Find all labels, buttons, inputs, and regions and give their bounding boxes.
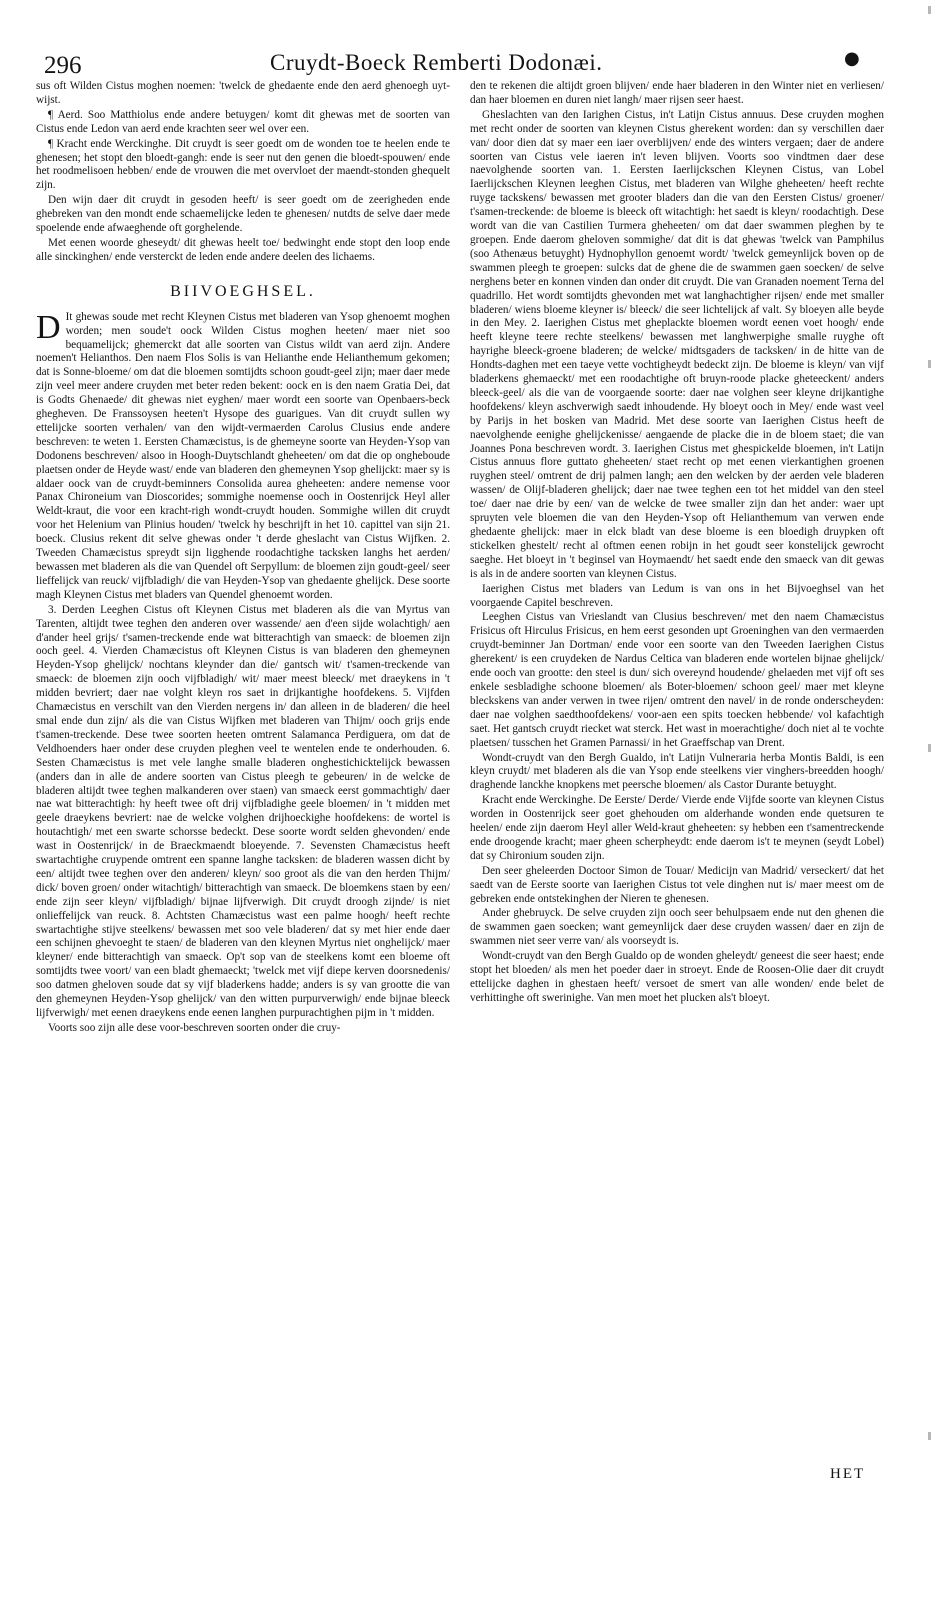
paragraph: ¶ Kracht ende Werckinghe. Dit cruydt is seer goedt om de wonden toe te heelen ende te ghenesen; het stopt den bloedt-gangh: ende is seer nut den genen die bloedt-spouwen/ ende het roodmelisoen hebben/ ende de vrouwen die met overvloet der maendt-stonden ghequelt zijn. [36, 137, 450, 192]
page-edge-marks [928, 0, 938, 1597]
paragraph: Wondt-cruydt van den Bergh Gualdo, in't Latijn Vulneraria herba Montis Baldi, is een kleyn cruydt/ met bladeren als die van Ysop ende steelkens vier vinghers-breedden hoogh/ draghende lanckhe knopkens met peersche bloemen/ als Castor Durante betuyght. [470, 751, 884, 792]
catchword: HET [830, 1466, 866, 1482]
right-column [470, 80, 884, 1007]
paragraph: sus oft Wilden Cistus moghen noemen: 'twelck de ghedaente ende den aerd ghenoegh uyt-wijst. [36, 80, 450, 106]
paragraph: Met eenen woorde gheseydt/ dit ghewas heelt toe/ bedwinght ende stopt den loop ende alle sinckinghen/ ende versterckt de leden ende andere deelen des lichaems. [36, 236, 450, 263]
paragraph: ¶ Aerd. Soo Matthiolus ende andere betuygen/ komt dit ghewas met de soorten van Cistus ende Ledon van aerd ende krachten seer wel over een. [36, 108, 450, 135]
running-title: Cruydt-Boeck Remberti Dodonæi. [270, 50, 603, 75]
paragraph: Leeghen Cistus van Vrieslandt van Clusius beschreven/ met den naem Chamæcistus Frisicus oft Hirculus Frisicus, en hem eerst gesonden upt Groeninghen van den vermaerden cruydt-beminner Jan Dortman/ ende voor een soorte van den Tweeden Iaerighen Cistus gherekent/ is een cruydeken de Nardus Celtica van bladeren ende wortelen bijnae ghelijck/ ende ooch van grootte: den steel is dun/ sich overeynd houdende/ ghelaeden met vijf oft ses enkele sesbladighe schoone bloemen/ als Boter-bloemen/ schoon geel/ maer met kleyne bleckskens van ander verwen in twee rijen/ omtrent den navel/ in de ronde onderscheyden: daer nae volghen saedthoofdekens/ voor-aen een spits toecken hebbende/ vol kafachtigh saet. Het gantsch cruydt riecket wat sterck. Het wast in moerachtighe/ doch niet al te vochte plaetsen/ tusschen het Gramen Parnassi/ in het Graeffschap van Drent. [470, 611, 884, 749]
paragraph: Iaerighen Cistus met bladers van Ledum is van ons in het Bijvoeghsel van het voorgaende Capitel beschreven. [470, 582, 884, 609]
edge-mark [928, 6, 931, 14]
edge-mark [928, 360, 931, 368]
paragraph: Den wijn daer dit cruydt in gesoden heeft/ is seer goedt om de zeerigheden ende ghebreken van den mondt ende schaemelijcke leden te ghenesen/ nutdts de selve daer mede spoelende ende afwaeghende oft gorghelende. [36, 194, 450, 235]
paragraph: Voorts soo zijn alle dese voor-beschreven soorten onder die cruy- [48, 1021, 341, 1034]
page-header [38, 44, 918, 84]
paragraph: den te rekenen die altijdt groen blijven/ ende haer bladeren in den Winter niet en verliesen/ dan haer bloemen en duren niet langh/ maer rijsen seer haest. [470, 80, 884, 106]
paragraph [36, 308, 450, 603]
paragraph: Den seer gheleerden Doctoor Simon de Touar/ Medicijn van Madrid/ verseckert/ dat het saedt van de Eerste soorte van Iaerighen Cistus tot vele dinghen nut is/ maer meest om de gebreken ende ontstekinghen der Nieren te ghenesen. [470, 864, 884, 905]
edge-mark [928, 744, 931, 752]
drop-cap: D [36, 308, 61, 346]
paragraph-text: It ghewas soude met recht Kleynen Cistus met bladeren van Ysop ghenoemt moghen worden; men soude't oock Wilden Cistus moghen heeten/ maer niet soo bequamelijck; ghemerckt dat alle soorten van Cistus wildt van aerd zijn. Andere noemen't Helianthos. Den naem Flos Solis is van Helianthe ende Helianthemum gekomen; dat is Sonne-bloeme/ om dat die bloemen somtijdts schoon goudt-geel zijn; maer daer mede zijn veel meer andere cruyden met beter reden bekent: oock en is den naem Gratia Dei, dat is Godts Ghenaede/ dit ghewas niet eyghen/ maer wordt een soorte van Openbaers-beck ghegheven. De Franssoysen heeten't Hysope des guarigues. Van dit cruydt sullen wy ettelijcke soorten verhalen/ van den wijdt-vermaerden Carolus Clusius ende andere beschreven: te weten 1. Eersten Chamæcistus, is de ghemeyne soorte van Heyden-Ysop van Dodonens beschreven/ alsoo in Hoogh-Duytschlandt gheheeten/ om dat die op ongheboude plaetsen onder de Heyde wast/ ende van bladeren den ghemeynen Ysop ghelijckt: maer sy is aldaer oock van de cruydt-beminners Consolida aurea gheheeten: andere nemense voor Panax Chironeium van Dioscorides; sommighe noemense ooch in Oostenrijck Heyl aller Weldt-kraut, die voor een kracht-righ wondt-cruydt houden. Sommighe willen dit cruydt voor het Helenium van Plinius houden/ 'twelck hy beschrijft in het 10. capittel van sijn 21. boeck. Clusius rekent dit selve ghewas onder 't derde gheslacht van Cistus Wijfken. 2. Tweeden Chamæcistus spreydt sijn ligghende roodachtighe tacksken langhs het aerden/ bewassen met bladeren als die van Quendel oft Serpyllum: de bloemen zijn goudt-geel/ seer lieffelijck van reuck/ vijfbladigh/ die van Heyden-Ysop van ghedaente ghelijck. Dese soorte magh Kleynen Cistus met bladers van Quendel ghenoemt worden. [36, 310, 450, 601]
left-column [36, 80, 450, 1037]
paragraph: Gheslachten van den Iarighen Cistus, in't Latijn Cistus annuus. Dese cruyden moghen met recht onder de soorten van kleynen Cistus gherekent worden: dan sy verschillen daer van/ door dien dat sy maer een iaer overblijven/ ende des winters vergaen; daer de andere soorten van Cistus vele iaeren in't leven blijven. Voorts soo vindtmen daer dese naevolghende soorten van. 1. Eersten Iaerlijckschen Kleynen Cistus, van Lobel Iaerlijckschen Kleynen leeghen Cistus, met bladeren van Wilghe gheheeten/ heeft rechte ruyge tackskens/ bewassen met grooter bladers dan die van den Eersten Cistus/ groener/ t'samen-treckende: de bloeme is bleeck oft witachtigh: het saedt is kleyn/ roodachtigh. Dese wordt van die van Castilien Turmera gheheeten/ om dat daer swammen pleghen by te groepen. Ende daerom gheloven sommighe/ dat dit is dat ghewas 'twelck van Pamphilus (soo Athenæus betuyght) Hydnophyllon genoemt wordt/ 'twelck gemeynlijck boven op de swammen pleegh te groepen: sulcks dat de ghene die de swammen gaen soecken/ de selve nerghens beter en konnen vinden dan onder dit cruydt. Die van Granaden noement Terna del quadrillo. Het wordt somtijdts ghevonden met wat langhachtigher rijsen/ ende met smaller bladeren/ wiens bloeme kleyner is/ bleeck/ die seer lichtelijck af valt. Sy bloeyen alle beyde in den Mey. 2. Iaerighen Cistus met gheplackte bloemen wordt eenen voet hoogh/ ende heeft kleyne teere rechte steelkens/ bewassen met langhwerpighe smalle ruyghe oft hayrighe bleeck-groene bladeren; de welcke/ midtsgaders de tacksken/ in de hitte van de Hondts-daghen met een taeye vette vochtigheydt bedeckt zijn. De bloeme is kleyn/ van vijf bladerkens ghemaeckt/ met een roodachtighe oft bruyn-roode placke gheteeckent/ anders bleeck-geel/ als die van de voorgaende soorte: daer nae volghen seer kleyne drijkantighe hoofdekens/ kleyn aschverwigh saedt inhoudende. Hy bloeyt ooch in Mey/ ende wast veel by Parijs in het bosken van Madrid. Met dese soorte van Iaerighen Cistus heeft de naevolghende eenighe ghelijckenisse/ aengaende de placke die in de bloem staet; die van Joannes Pona beschreven wordt. 3. Iaerighen Cistus met ghespickelde bloemen, in't Latijn Cistus annuus flore guttato gheheeten/ staet recht op met eenen vierkantighen groenen ruyghen steel/ omtrent de drij palmen langh; aen den welcken by der aerden vele bladeren wassen/ de Olijf-bladeren ghelijck; daer nae twee teghen een tot het middel van den steel toe/ daer nae drie by een/ van de welcke de twee smaller zijn dan het ander: waer upt spruyten vele bloemen die van den Heyden-Ysop oft Helianthemum van verwen ende ghedaente ghelijck: maer in elck bladt van dese bloeme is een bloedigh druypken oft stickelken ghestelt/ recht al oftmen eenen robijn in het goudt seer konstelijck gewrocht saeghe. Het bloeyt in 't beginsel van Hoymaendt/ het saedt ende den smaeck van dit gewas is als in de andere soorten van kleynen Cistus. [470, 108, 884, 580]
section-heading: BIIVOEGHSEL. [170, 282, 316, 300]
page-number: 296 [44, 52, 82, 79]
paragraph: Kracht ende Werckinghe. De Eerste/ Derde/ Vierde ende Vijfde soorte van kleynen Cistus worden in Oostenrijck seer goet ghehouden om alderhande wonden ende quetsuren te heelen/ ende zijn daerom Heyl aller Weld-kraut gheheeten: sy hebben een t'samentreckende ende droogende kracht; maer gheen scherpheydt: ende daerom is't te meynen (seydt Lobel) dat sy Chironium souden zijn. [470, 794, 884, 862]
edge-mark [928, 1432, 931, 1440]
paragraph: 3. Derden Leeghen Cistus oft Kleynen Cistus met bladeren als die van Myrtus van Tarenten, altijdt twee teghen den anderen over wassende/ aen d'een sijde wolachtigh/ aen d'ander heel grijs/ t'samen-treckende ende wat bitterachtigh van smaeck: de bloemen zijn ooch geel. 4. Vierden Chamæcistus oft Kleynen Cistus is van bladeren den ghemeynen Heyden-Ysop ghelijck/ nochtans kleynder dan die/ gantsch wit/ t'samen-treckende van smaeck: de bloemen zijn ooch vijfbladigh/ wit/ maer meest bleeck/ met draeykens in 't midden bevriert; daer nae volght kleyn ros saet in drijkantighe hoofdekens. 5. Vijfden Chamæcistus en verschilt van den Vierden nergens in/ dan alleen in de bladeren/ die heel smal ende dun zijn/ als die van Cistus Wijfken met bladeren van Thijm/ ooch grijs ende t'samen-treckende. Dese twee soorten heeten omtrent Salamanca Perdiguera, om dat de Veldhoenders haer onder dese cruyden pleghen veel te wentelen ende te onderhouden. 6. Sesten Chamæcistus is met vele langhe smalle bladeren onghestichicktelijck bewassen (anders dan in alle de andere soorten van Cistus pleegh te gebeuren/ in de welcke de bladeren altijdt twee teghen malkanderen over staen) van smaeck eerst gommachtigh/ daer nae wat bitterachtigh: hy heeft twee oft drij vijfbladighe geele bloemen/ in 't midden met geele draeykens bevriert: nae de welcke volghen drijhoeckighe hoofdekens: de wortel is houtachtigh/ met een swarte schorsse bedeckt. Dese soorte wordt selden ghevonden/ ende wast in Oostenrijck/ in de Braeckmaendt bloeyende. 7. Sevensten Chamæcistus heeft swartachtighe cruypende omtrent een spanne langhe tacksken: de bladeren wassen dicht by een/ altijdt twee teghen over den anderen/ kleyn/ soo groot als die van den herden Thijm/ dick/ boven groen/ onder witachtigh/ bitterachtigh van smaeck. De bloemkens staen by een/ ende zijn seer kleyn/ vijfbladigh/ bijnae lijfverwigh. Dit cruydt droogh zijnde/ is niet onlieffelijck van reuck. 8. Achtsten Chamæcistus wast een palme hoogh/ heeft rechte swartachtighe stijve steelkens/ bewassen met soo vele bladeren/ dat sy met hier ende daer een schijnen ghevoeght te staen/ de bladeren van den kleynen Myrtus niet onghelijck/ maer kleyner/ ende bitterachtigh van smaeck. Op't sop van de steelkens komt een bloeme oft somtijdts twee voort/ van een bladt ghemaeckt; 'twelck met vijf diepe kerven doorsnedenis/ soo datmen gheloven soude dat sy vijf bladerkens hadde; anders is sy van grootte die van den ghemeynen Heyden-Ysop ghelijck/ van den witten purpurverwigh/ ende bijnae bleeck lijfverwigh/ met eenen draeykens ende eenen langhen purpurachtighen pijm in 't midden. [36, 603, 450, 1019]
paragraph: Ander ghebruyck. De selve cruyden zijn ooch seer behulpsaem ende nut den ghenen die de swammen gaen soecken; want gemeynlijck daer dese cruyden wassen/ daer en zijn de swammen niet seer verre van/ als voorseydt is. [470, 907, 884, 948]
ornament-dot: ● [844, 48, 860, 69]
paragraph: Wondt-cruydt van den Bergh Gualdo op de wonden gheleydt/ geneest die seer haest; ende stopt het bloeden/ als men het poeder daer in stroeyt. Ende de Roosen-Olie daer dit cruydt ettelijcke daghen in ghestaen heeft/ versoet de smert van alle wonden/ ende belet de verhittinghe oft swerinighe. Van men moet het plucken als't bloeyt. [470, 950, 884, 1004]
